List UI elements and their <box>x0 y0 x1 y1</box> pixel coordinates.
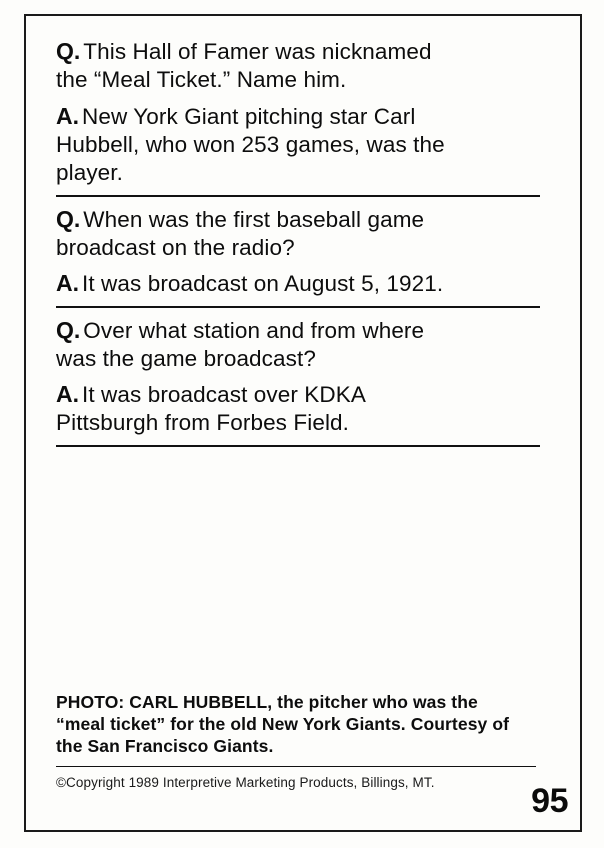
qa-content <box>56 38 540 456</box>
question-line: was the game broadcast? <box>56 345 316 371</box>
answer-marker: A. <box>56 270 79 297</box>
answer-marker: A. <box>56 381 79 408</box>
question-marker: Q. <box>56 316 81 343</box>
answer-text: It was broadcast over KDKA <box>82 382 366 408</box>
answer-line: Hubbell, who won 253 games, was the <box>56 131 445 157</box>
answer-line <box>56 270 540 297</box>
question-line: broadcast on the radio? <box>56 234 295 260</box>
photo-credit: PHOTO: CARL HUBBELL, the pitcher who was the “meal ticket” for the old New York Giants. Courtesy of the San Francisco Giants. <box>56 692 510 756</box>
card-number: 95 <box>531 782 568 820</box>
qa-block-1 <box>56 38 540 197</box>
divider <box>56 766 536 767</box>
spacer <box>56 374 540 381</box>
spacer <box>56 263 540 270</box>
answer-line: player. <box>56 160 123 186</box>
answer-text: It was broadcast on August 5, 1921. <box>82 271 444 297</box>
spacer <box>56 96 540 103</box>
question-line <box>56 38 540 65</box>
qa-block-2 <box>56 206 540 308</box>
qa-block-3 <box>56 317 540 447</box>
answer-line <box>56 381 540 408</box>
answer-line <box>56 103 540 130</box>
copyright-notice: ©Copyright 1989 Interpretive Marketing Products, Billings, MT. <box>56 775 435 790</box>
question-text: This Hall of Famer was nicknamed <box>83 39 432 64</box>
question-marker: Q. <box>56 205 81 232</box>
answer-marker: A. <box>56 102 79 129</box>
question-line <box>56 206 540 233</box>
answer-text: New York Giant pitching star Carl <box>82 103 416 129</box>
question-line: the “Meal Ticket.” Name him. <box>56 67 347 93</box>
question-marker: Q. <box>56 38 81 64</box>
question-text: When was the first baseball game <box>83 206 425 232</box>
answer-line: Pittsburgh from Forbes Field. <box>56 410 350 436</box>
question-text: Over what station and from where <box>83 317 425 343</box>
question-line <box>56 317 540 344</box>
